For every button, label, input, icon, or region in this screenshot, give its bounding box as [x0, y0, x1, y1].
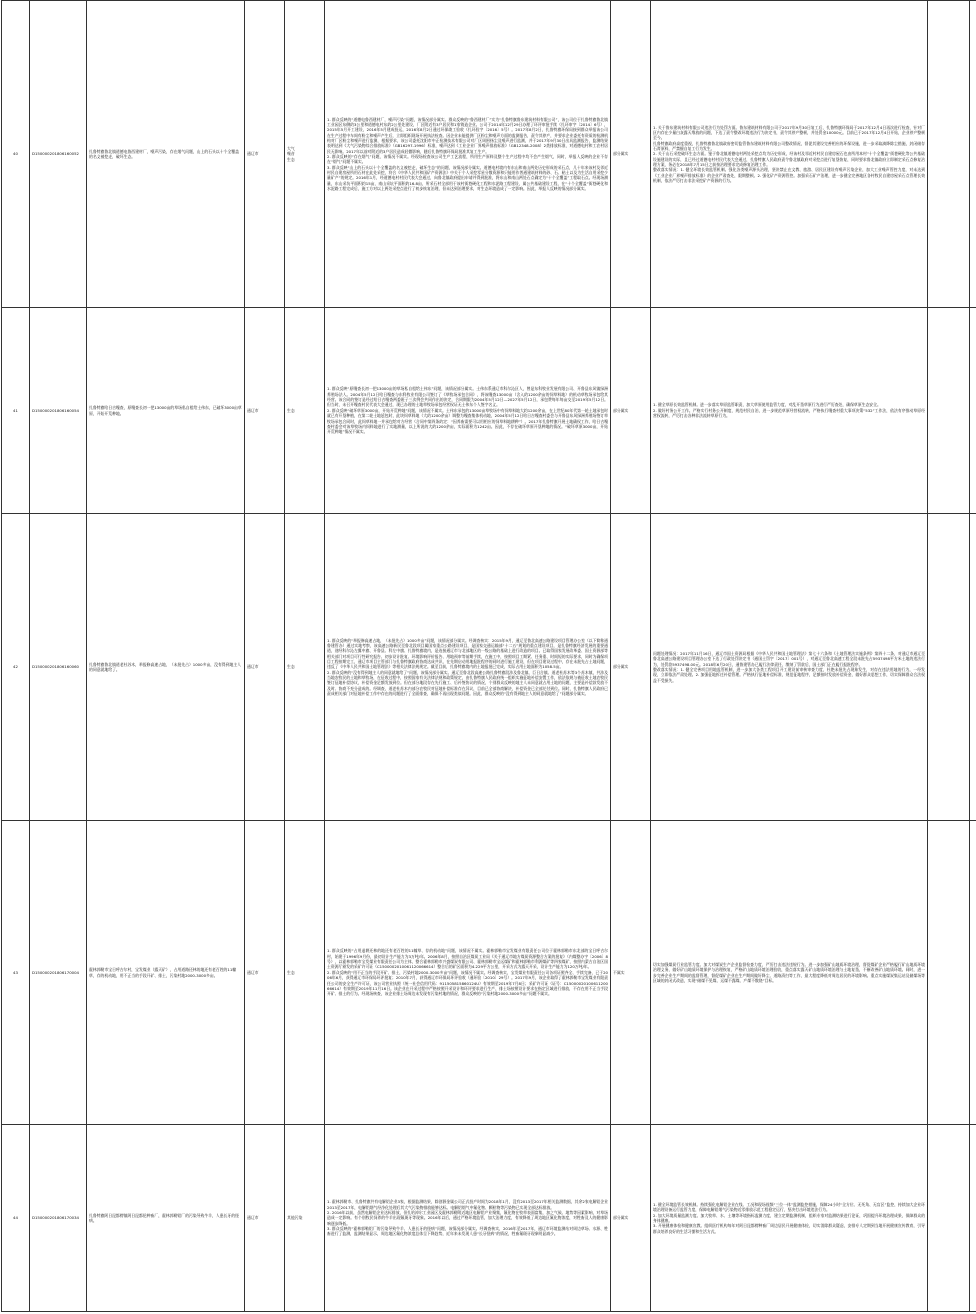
administrative-area: 通辽市	[245, 1, 285, 308]
administrative-area: 通辽市	[245, 1125, 285, 1312]
investigation-detail: 1. 群众反映“原嘎查长初一把13000亩的草场私自租给土伟东”问题，该情况部分属实。土伟东系通辽市科尔沁区人，曾是东科牧业发展有限公司、开鲁县东风镇绿洲养殖场法人。2004年5月12日哈日嘎查与东科牧业有限公司签订了《草牧场承包合同》，将该嘎查13000亩（含入约1200余亩的饲草料地）的机动草牧场承包给其经营。该合同的签订是经过哈日吉嘎查两委班子三次例会共同作出的决定，合同期限为2004年5月12日—2027年5月12日，承包费每年每亩交至2019年5月12日。但当时，未召开嘎查村民代表大会通过，现已办理的土地草牧场承包经营权证无土伟东个人签字名义。 2. 群众反映“破坏草原3000亩，开始开荒种地”问题，该情况不属实。土伟东承包的13000亩草牧场中有饲草料地大约1200余亩，在上世纪80年代第一轮土地承包时就已有开垦种植，在第二轮土地延包时，此块饲草料地（大约1200余亩）调整为嘎查集体机动地，2004年5月12日哈日吉嘎查村委会与开鲁县东风绿洲养殖场签订草牧场承包合同时，此饲草料地一并承包给对方经营（合同中第四条约定：“因养畜需要可以用相应的饲草料地耕种”）。2017年扎鲁特旗开展土地确权工作，哈日吉嘎查村委会对该草牧场内饲料地进行了实地测量，以上所说的大约1200余亩，实际面积为1242亩。因此，不存在破坏草原开垦种地的情况。“破坏草原3000亩，开始开荒种地”情况不属实。	[325, 308, 611, 514]
case-code: D150000201806160054	[30, 308, 87, 514]
rectification-measures: 1. 健全环境监管长效机制。持续强化电解铝企业在线、工况和现场视频“三位一体”监测监控措施，保障24小时“全方位、无死角、无盲区”监控，持续加大企业环境治理设备运行监管力度，保障电解铝烟气污染物近零排放示范工程稳定运行，坚决打击环境违法行为。 2. 加大环境质量监测力度。加大牧草、水、土壤等环境指标监测力度，建立定期监测机制，组织专家对监测结果进行论证，巩固提升环境治理成果，保障群众的身体健康。 3. 开展健康体检和健康宣教。组织医疗机构每年对阿日昆都楞种畜厂周边居民开展健康体检，切实消除群众疑虑，安排专人定期到当地开展健康宣传教育，引导群众培养良好的生活习惯和生活方式。	[651, 1125, 928, 1312]
empty-cell	[928, 308, 970, 514]
row-number: 43	[2, 821, 30, 1125]
investigation-detail: 1. 群众反映的“道德电鲁西建材厂，噪声污染”问题，该情况部分属实。群众反映的“鲁西建材厂”实为“扎鲁特旗鲁东建筑材料有限公司”，该公司位于扎鲁特旗鲁北镇工业园区东侧约3公里和道德电村东约2公里处建设，厂区附近有3户居民和1家铸造企业。公司于2014年12月29日办理了环评审批手续（扎环审字〔2014〕6号），2015年5月开工建设，2016年5月建成投运，2016年8月2日通过环保竣工验收（扎环验字〔2016〕5号）。2017年8月2日，扎鲁特旗环保局接到群众举报该公司在生产过程中车间有粉尘和噪声产生后，立即组织现场开展执法检查。因企业未能提供厂区粉尘和噪声方面的监测报告，责令其停产，并要求企业委托有资质的检测机构对厂区粉尘和噪声进行监测，根据要求，该公司委托沈阳市中正检测技术有限公司对厂区周围扬尘及噪声进行监测，并于2017年9月30日出具监测报告，监测结果表明达到《大气污染物综合排放标准》（GB16297-1996）标准，噪声达到《工业企业厂界噪声排放标准》（GB12348-2008）2类排放标准，对道德电村和工农村居民无影响。2017年以前对附近的3户居民造成轻微影响，随后扎鲁特旗环保局批准其复工生产。 2. 群众反映的“存在烟气”问题，该情况不属实。经现场检查该公司生产工艺流程，所用生产原料及整个生产过程中均不会产生烟气，同时，举报人反映的企业不存在“烟气”问题不属实。 3. 群众反映“山上的石头以十个全覆盖的名义被挖走，破坏生态”的问题，该情况部分属实。道德电村境内有东山和南山两处历史形成的采石点，几十年来该村及邻近村民自建房屋所用石材在此处采挖，符合《中华人民共和国矿产资源法》中关于个人采挖零星分散资源和只能用作普通建筑材料的砂、石、粘土以及为生活自用采挖少量矿产”的规定。2016年1月，经道德电村村民代表大会通过，向鲁北镇政府提出申请并得到批准，将东山和南山两处石点确定为“十个全覆盖”工程取石点。经现场测量，东山采坑平面积约15亩，南山采坑平面积约16.8亩，所采石材全部用于该村街巷硬化工程和水泥路工程建设，属公共基础建设工程，在“十个全覆盖”街巷硬化和水泥路工程完成后，施工方对以上两处采挖点进行了初步恢复治理，但未达到治理要求，对生态环境造成了一定影响。因此，举报人反映的情况部分属实。	[325, 1, 611, 308]
investigation-detail: 1. 群众反映的“占用退耕还林的地还有老百姓的11幢草、存的机动地”问题，该情况不属实。霍林郭勒市宝发煤业有限责任公司位于霍林郭勒市东北部的宝日呼吉尔村，始建于1996年9月份，最初设计生产能力为3万吨/年。2006年8月，按照自治区煤炭工业局《关于通辽市地方煤炭资源整合方案的批复》（内煤整办字〔2006〕8号），以霍林郭勒市宝发煤业有限责任公司为主体，整合霍林郭勒市兴盛煤炭有限公司、霍林郭勒市宝远煤矿和霍林郭勒市利源煤矿等四家煤矿，按照内蒙古自治区国土资源厅颁发的采矿许可证（C1500002010061120066614）整合后的矿区面积为4.229平方公里，开采方式为露天开采，设计生产能力为120万吨/年。 2. 群众反映的“用不正当的手段开矿、排土，污染村地2000-3000多亩”问题，该情况不属实。经调查核实，宝发煤业有限责任公司各项证照齐全、手续完备，已于2006年6月，获得通辽市环保局环评批复；2010年7月，获得通辽市环保局环评验收（通环验〔2010〕29号）。2017年9月，该企业取得了霍林郭勒市宝发煤业有限责任公司的安全生产许可证，该公司营业执照（统一社会信用代码：911505815860124U）有效期至2019年7月8日；采矿许可证（证号：C1500002010061120066614）有效期至2019年11月16日。该企业在开采过程中严格按照开采设计和环评要求进行生产，排土场按照设计要求在指定区域进行排放，不存在用不正当手段开矿、排土的行为。经现场核查，该企业排土场周边未发现有污染村地的情况，群众反映的“污染村地2000-3000多亩”问题不属实。	[325, 821, 611, 1125]
empty-cell	[970, 821, 976, 1125]
case-code: D150000201806160052	[30, 1, 87, 308]
row-number: 41	[2, 308, 30, 514]
empty-cell	[970, 514, 976, 821]
investigation-detail: 1. 霍林郭勒市、扎鲁特旗共有电解铝企业3家，根据监测结果，除创源金属公司正式投产时间为2018年1月，没有2013至2017年相关监测数据，其余2家电解铝企业2013至2017年，电解铝烟气经净化处理后其大气污染物排放能够达标。电解铝烟气中氟化物、颗粒物等污染物已实现全部达标排放。 2. 2016年以前，虽然电解铝企业达标排放，但扎哈淖尔工业园区及霍林郭勒附近地区电解铝产业聚集，氟化物在牧草表面富集，加之气候、地势等因素影响，对草场造成一定影响。有个别牧民饲养的牛羊出现氟斑牙等现象。2016年以后，通过严格环境监管，加大治理力度，有效降低了周边地区氟化物浓度，对牲畜及人的健康影响逐步降低。 3. 群众反映的“霍林郭勒铝厂的污染导致牛羊、人患长牙的怪病”问题，该情况部分属实。经调查核实，2016年至2017年，通辽市环境监测站对周边草场、水源、牲畜进行了监测，监测结果显示，周边地区氟化物浓度总体呈下降趋势，近年来未发现人患“长牙怪病”的情况，牲畜氟斑牙现象明显减少。	[325, 1125, 611, 1312]
rectification-measures: 问题处理情况：2017年11月16日，通辽市国土资源局根据《中华人民共和国土地管理法》第七十六条和《土地管理法实施条例》第四十二条，对通辽市通辽至鲁北高速公路建设项目管理办公室下达了行政处罚决定书（通国土罚字〔2017〕001号），对通辽至鲁北高速工程全段未批先占5937498平方米土地的违法行为，处罚款5937498.00元。2018年6月20日，通鲁建管办已履行法律责任，缴纳了罚款后，国土部门正在履行报批程序。 整改落实情况：1. 健全完善项目用地监管机制，进一步加大各类工程项目开工建设前审核审查力度，杜绝未批先占现象发生，对存在违法用地的行为，一经发现，立即依法严肃处理。2. 加强征地拆迁补偿管理。严格执行征地补偿标准，规范征地程序，足额按时发放补偿资金，做好群众思想工作，切实保障群众合法权益不受损失。	[651, 514, 928, 821]
complaint-summary: 扎鲁特旗阿日昆都楞镇阿日昆都伦种畜厂，霍林郭勒铝厂的污染导致牛羊，人患长牙的怪病。	[87, 1125, 245, 1312]
administrative-area: 通辽市	[245, 308, 285, 514]
pollution-type: 其他污染	[285, 1125, 325, 1312]
complaint-summary: 扎鲁特旗哈日吉嘎查，原嘎查长初一把13000亩的草场私自租给土伟东，已破坏3000亩草原，开始开荒种地。	[87, 308, 245, 514]
complaint-table	[1, 0, 976, 1312]
row-number: 42	[2, 514, 30, 821]
empty-cell	[928, 1, 970, 308]
administrative-area: 通辽市	[245, 514, 285, 821]
pollution-type: 生态	[285, 821, 325, 1125]
pollution-type: 生态	[285, 308, 325, 514]
table-row	[2, 514, 976, 821]
row-number: 40	[2, 1, 30, 308]
pollution-type: 生态	[285, 514, 325, 821]
verification-status: 部分属实	[611, 308, 651, 514]
case-code: D150000201806170034	[30, 1125, 87, 1312]
rectification-measures: 1. 关于鲁东建筑材料有限公司违法行为处罚方面。鲁东建筑材料有限公司于2017年9月30日复工后，扎鲁特旗环保局于2017年12月4日再次进行检查，针对厂区内存在少量白灰露天堆放的问题，下达了责令整改环境违法行为决定书，责令其停产整顿，并处罚金10000元。目前已于2017年12月4日开始，企业停产整顿至今。 扎鲁特旗政府高度重视，扎鲁特旗鲁北镇政府密切监管鲁东建筑材料有限公司整改情况，督促其建设完善相应的环保设施，进一步采取滴降除尘措施，封闭储存石膏原料，严禁擅自复工行为发生。 2. 关于山石采挖破坏生态方面。鉴于鲁北镇道德电村两处采挖点均为历史形成，经该村及邻近村村民自建房屋石也由所用本村“十个全覆盖”街巷硬化等公共基础设施建设的实际，且已经过道德电村村民代表大会通过，扎鲁特旗人民政府责令鲁北镇政府对采挖点进行复垦恢复，同时要求鲁北镇政府立即制定采石点修复治理方案，务必在2018年7月15日之前按治理要求完成修复治理工作。 整改落实情况：1. 健全环境长效监管机制。强化各类噪声源头治理，坚决禁止在文教、旅游、居民区建设有噪声污染企业，加大工业噪声管控力度，对未达到《工业企业厂界噪声排放标准》的企业严肃查处，限期整顿。2. 强化矿产资源管控。加强采石矿产治理，进一步健全完善地区各村牧民自建房屋采石点管理长效机制，依法严厉打击非法采挖矿产资源的行为。	[651, 1, 928, 308]
empty-cell	[928, 1125, 970, 1312]
empty-cell	[928, 514, 970, 821]
empty-cell	[928, 821, 970, 1125]
complaint-summary: 扎鲁特旗鲁北镇道老杜苏木，举报修高速占地，（未批先占）1000多亩，没有得到地主人的同意就地给了。	[87, 514, 245, 821]
rectification-measures: 1. 健全草原长效监管机制。进一步落实草原监管职责，加大草原使用监管力度，对乱开垦草原行为进行严厉查处，确保草原生态安全。 2. 做好村务公开工作。严格实行村务公开制度，规范村民自治，进一步规范草原经营权流转，严格执行嘎查村重大事项决策“532”工作法，依法有序推动草原经营权流转，严厉打击各种非法流转草原行为。	[651, 308, 928, 514]
investigation-detail: 1. 群众反映的“举报修高速占地，（未批先占）1000多亩”问题，该情况部分属实。经调查核实：2015年9月，通辽至鲁北高速公路建设项目管理办公室（以下简称通鲁建管办）通过实地考察，该高速公路新民至鲁北段项目属国家重点公路建设项目，是国家交通运输部“十二五”规划的重点建设项目，是扎鲁特旗经济发展的重要通道，途经科尔沁左翼中旗、开鲁县、科左中旗、扎鲁特旗境内，是连接通辽市与北部地区的一级公路的基础上进行改造的项目。已取得国家发展改革委、国土资源部等相关部门对项目可行性研究报告、初步设计批复、环境影响评价报告、用地预审等前期手续，在施工中，按照项目工期紧、任务重、时间短的实际要求，同时为确保项目工程按期完工，通辽市项目主管部门与扎鲁特旗政府协商达成共识，在先期启动用地报批程序的同时进行施工建设，但在项目建设过程中，存在未批先占土地问题，违反了《中华人民共和国土地管理法》等相关法律法规规定。截至目前，扎鲁特旗境内的土地报批已完成，实际占用土地面积为1058.5亩。 2. 群众反映的“没有得到地主人的同意就地给了”问题，该情况部分属实。通辽至鲁北段高速公路扎鲁特旗段涉及鲁北镇、巨日合镇、道老杜苏木等3个苏木镇，共涉及当地农牧民的土地和草牧场，在征收过程中，按照国家有关法律法规和政策规定，由扎鲁特旗人民政府统一组织实施征地补偿安置工作，依法依规与被征收土地农牧民签订征地补偿协议，补偿资金足额发放到位。但在部分地段存在先行施工、后补签协议的情况，个别群众反映的地主人未同意就占用土地的问题，主要是补偿款发放不及时、协商不充分造成的。经调查，道老杜苏木内部分农牧民对征地补偿标准存在异议，目前已全部协商解决，补偿资金已全部兑付到位。同时，扎鲁特旗人民政府已责成相关部门对征地补偿工作中存在的问题进行了全面排查，确保不再出现类似问题。因此，群众反映的“没有得到地主人的同意就地给了”问题部分属实。	[325, 514, 611, 821]
verification-status: 部分属实	[611, 1, 651, 308]
complaint-summary: 霍林郭勒市宝日呼吉尔村，宝发煤业（露天矿），占用道路还林的地还有老百姓的11幢草，存的机动地，用不正当的手段开矿、排土，污染村地2000-3000多亩。	[87, 821, 245, 1125]
case-code: D150000201806170004	[30, 821, 87, 1125]
row-number: 44	[2, 1125, 30, 1312]
empty-cell	[970, 1125, 976, 1312]
table-row	[2, 821, 976, 1125]
table-row	[2, 1125, 976, 1312]
complaint-summary: 扎鲁特旗鲁北镇道德电鲁西建材厂，噪声污染，存在烟气问题，山上的石头以十个全覆盖的名义被挖走，破坏生态。	[87, 1, 245, 308]
empty-cell	[970, 308, 976, 514]
verification-status: 部分属实	[611, 1125, 651, 1312]
table-row	[2, 308, 976, 514]
administrative-area: 通辽市	[245, 821, 285, 1125]
rectification-measures: 切实加强煤炭行业监管力度。加大对煤炭生产企业监督检查力度，严厉打击违法违规行为。进一步加强矿山地质环境治理，督促煤矿企业严格履行矿山地质环境治理义务，做好矿山地质环境保护与治理恢复，严格矿山地质环境治理验收，重点落实露天矿山地质环境治理与土地复垦，不断改善矿山地质环境。同时，进一步完善企业生产期间的监督管理，督促煤矿企业在生产期间做好降尘、道路清扫等工作，最大程度降低对周边居民的环境影响。重点实施煤炭集运站及储煤场等区域的封闭式改造，实现“储煤不见煤、运煤不露煤、产煤不散烧”目标。	[651, 821, 928, 1125]
pollution-type: 大气 噪音 生态	[285, 1, 325, 308]
empty-cell	[970, 1, 976, 308]
verification-status: 部分属实	[611, 514, 651, 821]
case-code: D150000201806160060	[30, 514, 87, 821]
table-row	[2, 1, 976, 308]
verification-status: 不属实	[611, 821, 651, 1125]
